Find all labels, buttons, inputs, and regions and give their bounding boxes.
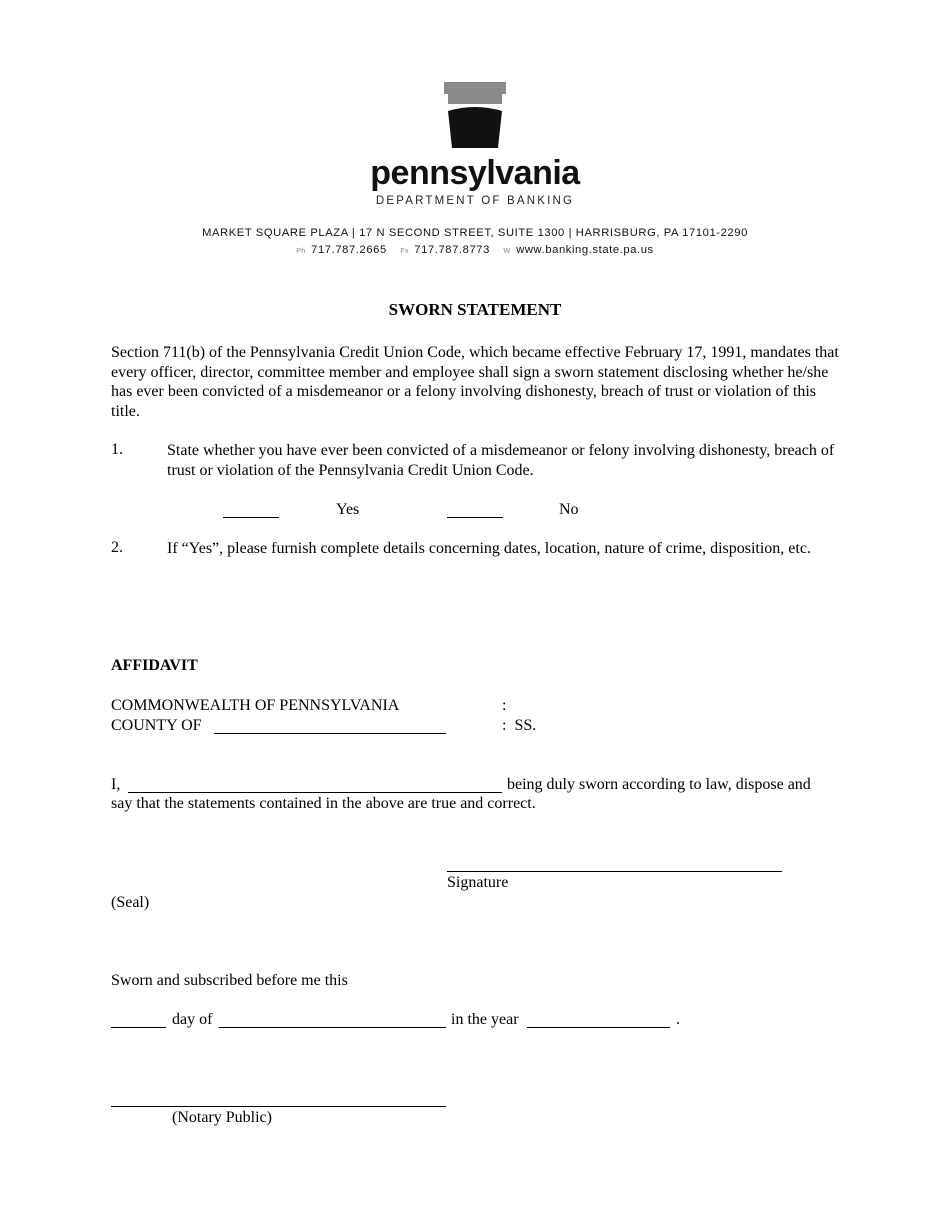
oath-line-2: say that the statements contained in the above are true and correct. [111, 795, 536, 812]
signature-line[interactable] [447, 871, 782, 872]
county-label: COUNTY OF [111, 717, 202, 734]
no-blank[interactable] [447, 517, 503, 518]
ss-label: : SS. [502, 717, 537, 734]
item-2-number: 2. [111, 539, 123, 556]
in-the-year-label: in the year [451, 1011, 519, 1028]
item-1-number: 1. [111, 441, 123, 458]
year-blank[interactable] [527, 1027, 670, 1028]
notary-label: (Notary Public) [172, 1109, 272, 1126]
county-blank[interactable] [214, 733, 446, 734]
yes-label: Yes [336, 501, 360, 518]
month-blank[interactable] [219, 1027, 446, 1028]
address-line: MARKET SQUARE PLAZA | 17 N SECOND STREET, SUITE 1300 | HARRISBURG, PA 17101-2290 [202, 227, 748, 239]
website: www.banking.state.pa.us [516, 244, 654, 256]
commonwealth-label: COMMONWEALTH OF PENNSYLVANIA [111, 697, 400, 714]
phone-label: Ph [296, 246, 306, 255]
contact-line [0, 244, 950, 256]
sworn-text: Sworn and subscribed before me this [111, 972, 348, 989]
fax-number: 717.787.8773 [414, 244, 490, 256]
yes-blank[interactable] [223, 517, 279, 518]
no-label: No [559, 501, 579, 518]
day-blank[interactable] [111, 1027, 166, 1028]
web-label: W [503, 246, 511, 255]
affidavit-heading: AFFIDAVIT [111, 657, 198, 674]
item-2-text: If “Yes”, please furnish complete details concerning dates, location, nature of crime, disposition, etc. [167, 540, 811, 557]
item-1-text: State whether you have ever been convicted of a misdemeanor or felony involving dishonesty, breach of trust or violation of the Pennsylvania Credit Union Code. [167, 442, 835, 479]
affiant-name-blank[interactable] [128, 792, 502, 793]
oath-suffix: being duly sworn according to law, dispose and [507, 776, 811, 793]
brand-name: pennsylvania [370, 154, 580, 192]
keystone-logo-icon [436, 82, 514, 152]
signature-label: Signature [447, 874, 509, 891]
intro-paragraph: Section 711(b) of the Pennsylvania Credit Union Code, which became effective February 17, 1991, mandates that every officer, director, committee member and employee shall sign a sworn statement disclosing whether he/she has ever been convicted of a misdemeanor or a felony involving dishonesty, breach of trust or violation of this title. [111, 344, 839, 420]
seal-label: (Seal) [111, 894, 150, 911]
day-of-label: day of [172, 1011, 213, 1028]
department-name: DEPARTMENT OF BANKING [375, 195, 575, 207]
oath-prefix: I, [111, 776, 121, 793]
colon-mark: : [502, 697, 507, 714]
fax-label: Fx [400, 246, 409, 255]
period-mark: . [676, 1011, 680, 1028]
notary-signature-line[interactable] [111, 1106, 446, 1107]
document-title: SWORN STATEMENT [388, 300, 562, 319]
phone-number: 717.787.2665 [311, 244, 387, 256]
